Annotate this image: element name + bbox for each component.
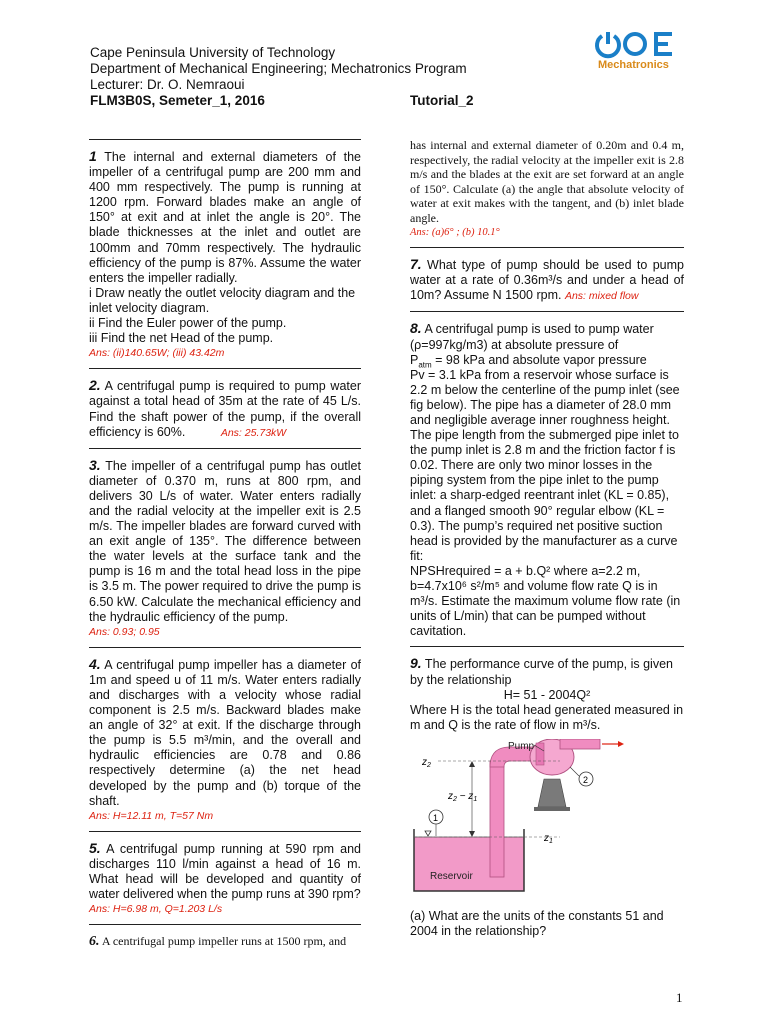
question-9 [410, 656, 684, 939]
svg-text:z2 [421, 757, 431, 769]
zdiff-sub1: 1 [473, 795, 478, 803]
question-text-where: Where H is the total head generated measured in m and Q is the rate of flow in m³/s. [410, 702, 684, 732]
question-text: A centrifugal pump is required to pump water against a total head of 35m at the rate of 45 L/s. Find the shaft power of the pump, if the overall efficiency is 60%. [89, 379, 361, 439]
question-3 [89, 458, 361, 640]
point-2-label: 2 [583, 774, 589, 785]
question-text: The impeller of a centrifugal pump has outlet diameter of 0.370 m, runs at 800 rpm, and delivers 30 L/s of water. Water enters radially and the radial velocity at the impeller exit is 2.5 m/s. The impeller blades are forward curved with an exit angle of 135°. The difference between the water levels at the surface tank and the pump is 16 m and the total head loss in the pipe is 3.5 m. The power required to drive the pump is 6.50 kW. Calculate the mechanical efficiency and the hydraulic efficiency of the pump. [89, 458, 361, 624]
question-text: A centrifugal pump is used to pump water (ρ=997kg/m3) at absolute pressure of [410, 322, 654, 352]
point-1-label: 1 [433, 812, 439, 823]
svg-text:z2 − z1 [447, 791, 477, 803]
question-text: What type of pump should be used to pump water at a rate of 0.36m³/s and under a head of 10m? Assume N 1500 rpm. [410, 258, 684, 303]
divider [89, 139, 361, 140]
course-code: FLM3B0S, Semeter_1, 2016 [90, 93, 265, 108]
divider [89, 831, 361, 832]
pump-stand [538, 779, 566, 807]
question-number: 2. [89, 377, 101, 394]
question-number: 4. [89, 655, 101, 672]
divider [89, 368, 361, 369]
answer: Ans: H=12.11 m, T=57 Nm [89, 809, 214, 822]
question-number: 9. [410, 655, 422, 672]
answer: Ans: 0.93; 0.95 [89, 625, 160, 638]
divider [410, 247, 684, 248]
answer: Ans: (a)6° ; (b) 10.1° [410, 226, 500, 238]
question-6-continued [410, 138, 684, 240]
logo-caption: Mechatronics [598, 59, 669, 71]
page-number: 1 [676, 990, 683, 1005]
question-2 [89, 378, 361, 440]
university-name: Cape Peninsula University of Technology [90, 45, 336, 60]
answer: Ans: H=6.98 m, Q=1.203 L/s [89, 903, 223, 916]
divider [89, 448, 361, 449]
tutorial-title: Tutorial_2 [410, 93, 474, 108]
pump-label: Pump [508, 740, 535, 752]
npsh-text: NPSHrequired = a + b.Q² where a=2.2 m, b=4.7x10⁶ s²/m⁵ and volume flow rate Q is in m³/s. Estimate the maximum volume flow rate (in units of L/min) that can be pumped without cavitation. [410, 563, 681, 639]
reservoir-water [414, 837, 524, 891]
question-text: A centrifugal pump impeller runs at 1500 rpm, and [99, 934, 347, 949]
patm-line [410, 353, 684, 368]
question-part-ii: ii Find the Euler power of the pump. [89, 316, 287, 331]
zdiff-sub2: 2 [453, 795, 457, 803]
question-7 [410, 257, 684, 304]
question-number: 3. [89, 456, 101, 473]
divider [410, 646, 684, 647]
reservoir-label: Reservoir [430, 870, 473, 882]
svg-text:z1 [543, 833, 553, 845]
zdiff-label: z [448, 790, 453, 802]
answer: Ans: (ii)140.65W; (iii) 43.42m [89, 347, 225, 360]
pump-reservoir-diagram [410, 739, 720, 899]
question-9a: (a) What are the units of the constants 51 and 2004 in the relationship? [410, 908, 664, 939]
question-5 [89, 841, 361, 917]
question-text-body: Pv = 3.1 kPa from a reservoir whose surface is 2.2 m below the centerline of the pump inlet (see fig below). The pipe has a diameter of 28.0 mm and negligible average inner roughness height. The pipe length from the submerged pipe inlet to the pump inlet is 2.8 m and the friction factor f is 0.02. There are only two minor losses in the piping system from the pipe inlet to the pump inlet: a sharp-edged reentrant inlet (KL = 0.85), and a flanged smooth 90° regular elbow (KL = 0.3). The pump’s required net positive suction head is provided by the manufacturer as a curve fit: [410, 367, 680, 563]
patm-value: = 98 kPa and absolute vapor pressure [431, 352, 647, 367]
zdiff-mid: − z [456, 790, 474, 802]
patm-subscript: atm [418, 360, 432, 370]
question-number: 8. [410, 320, 422, 337]
question-text: The performance curve of the pump, is given by the relationship [410, 657, 673, 687]
z1-sub: 1 [549, 837, 553, 845]
lecturer-name: Lecturer: Dr. O. Nemraoui [90, 77, 245, 92]
question-8 [410, 321, 684, 639]
patm-symbol: P [410, 352, 419, 367]
question-1 [89, 149, 361, 361]
z2-sub: 2 [427, 761, 431, 769]
question-text: The internal and external diameters of the impeller of a centrifugal pump are 200 mm and 400 mm respectively. The pump is running at 1200 rpm. Forward blades make an angle of 150° at exit and at inlet the angle is 20°. The blade thicknesses at the inlet and outlet are 100mm and 70mm respectively. The hydraulic efficiency of the pump is 87%. Assume the water enters the impeller radially. [89, 150, 361, 285]
left-column [89, 139, 361, 957]
question-text: has internal and external diameter of 0.20m and 0.4 m, respectively, the radial velocity at the impeller exit is 2.8 m/s and the blades at the exit are set forward at an angle of 150°. Calculate (a) the angle that absolute velocity of water at exit makes with the tangent, and (b) inlet blade angle. [410, 138, 684, 225]
divider [89, 924, 361, 925]
question-part-i: i Draw neatly the outlet velocity diagram and the inlet velocity diagram. [89, 285, 356, 315]
z2-label: z [422, 756, 427, 768]
question-4 [89, 657, 361, 824]
question-number: 1 [89, 148, 97, 164]
answer: Ans: mixed flow [564, 290, 639, 303]
question-text: A centrifugal pump running at 590 rpm and discharges 110 l/min against a head of 16 m. What head will be developed and quantity of water delivered when the pump runs at 390 rpm? [89, 841, 361, 902]
suction-pipe [490, 761, 504, 877]
question-part-iii: iii Find the net Head of the pump. [89, 331, 274, 346]
department-name: Department of Mechanical Engineering; Mechatronics Program [90, 61, 467, 76]
equation: H= 51 - 2004Q² [503, 687, 591, 702]
question-text: A centrifugal pump impeller has a diameter of 1m and speed u of 11 m/s. Water enters radially and discharges with a velocity whose radial component is 2.5 m/s. Backward blades make an angle of 32° at exit. If the discharge through the pump is 5.5 m³/min, and the overall and hydraulic efficiencies are 0.78 and 0.86 respectively determine (a) the net head developed by the pump and (b) torque of the shaft. [89, 657, 361, 808]
question-number: 5. [89, 839, 101, 856]
question-number: 7. [410, 256, 422, 273]
z1-label: z [544, 832, 549, 844]
divider [89, 647, 361, 648]
discharge-pipe [560, 739, 600, 749]
answer: Ans: 25.73kW [220, 426, 287, 439]
divider [410, 311, 684, 312]
question-number: 6. [89, 934, 100, 950]
right-column [410, 138, 684, 946]
question-6-start [89, 934, 361, 950]
